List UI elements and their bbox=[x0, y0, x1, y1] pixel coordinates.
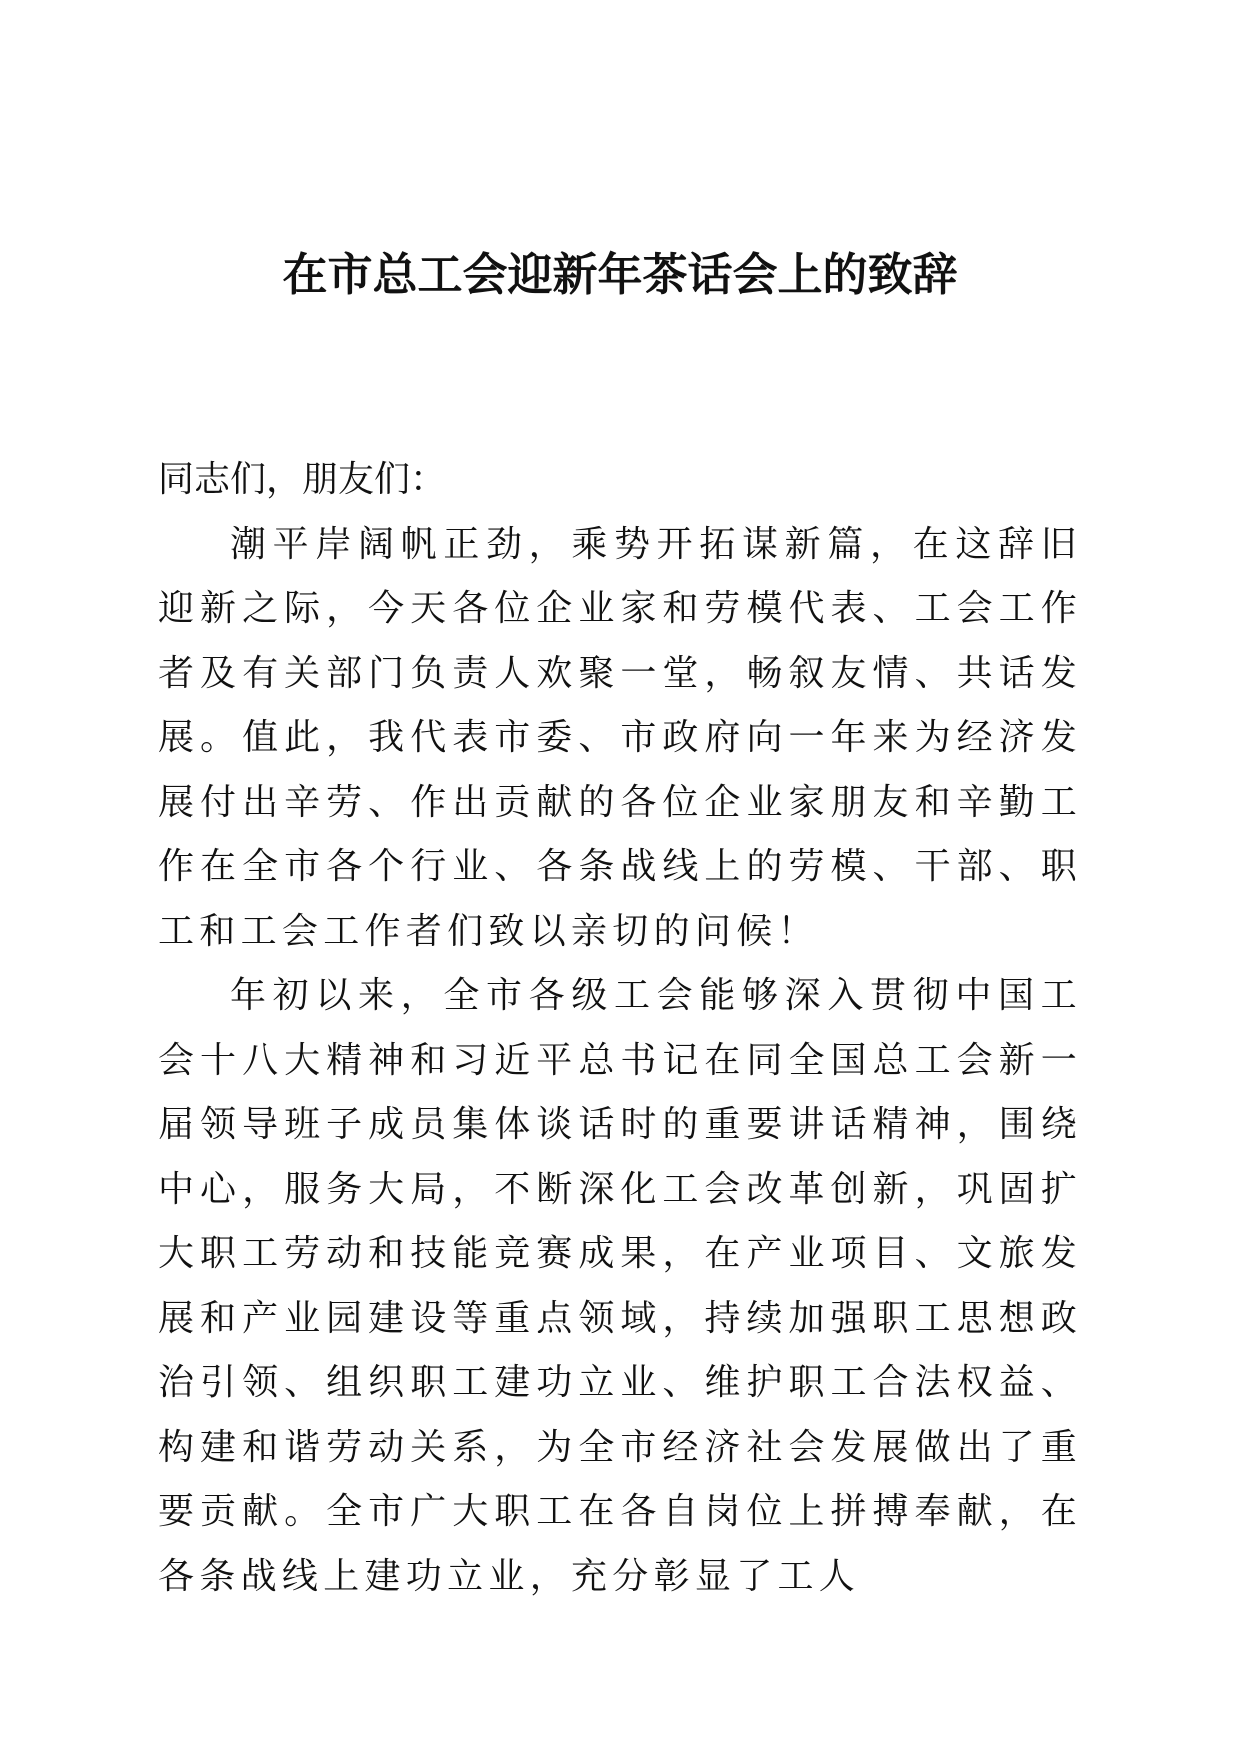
paragraph-achievements: 年初以来，全市各级工会能够深入贯彻中国工会十八大精神和习近平总书记在同全国总工会新一届领导班子成员集体谈话时的重要讲话精神，围绕中心，服务大局，不断深化工会改革创新，巩固扩大职工劳动和技能竞赛成果，在产业项目、文旅发展和产业园建设等重点领域，持续加强职工思想政治引领、组织职工建功立业、维护职工合法权益、构建和谐劳动关系，为全市经济社会发展做出了重要贡献。全市广大职工在各自岗位上拼搏奉献，在各条战线上建功立业，充分彰显了工人 bbox=[158, 975, 1082, 1597]
salutation: 同志们，朋友们： bbox=[158, 459, 447, 500]
document-title: 在市总工会迎新年茶话会上的致辞 bbox=[282, 248, 958, 301]
paragraph-greeting: 潮平岸阔帆正劲，乘势开拓谋新篇，在这辞旧迎新之际，今天各位企业家和劳模代表、工会工作者及有关部门负责人欢聚一堂，畅叙友情、共话发展。值此，我代表市委、市政府向一年来为经济发展付出辛劳、作出贡献的各位企业家朋友和辛勤工作在全市各个行业、各条战线上的劳模、干部、职工和工会工作者们致以亲切的问候！ bbox=[158, 523, 1082, 952]
document-body bbox=[158, 448, 1082, 1609]
